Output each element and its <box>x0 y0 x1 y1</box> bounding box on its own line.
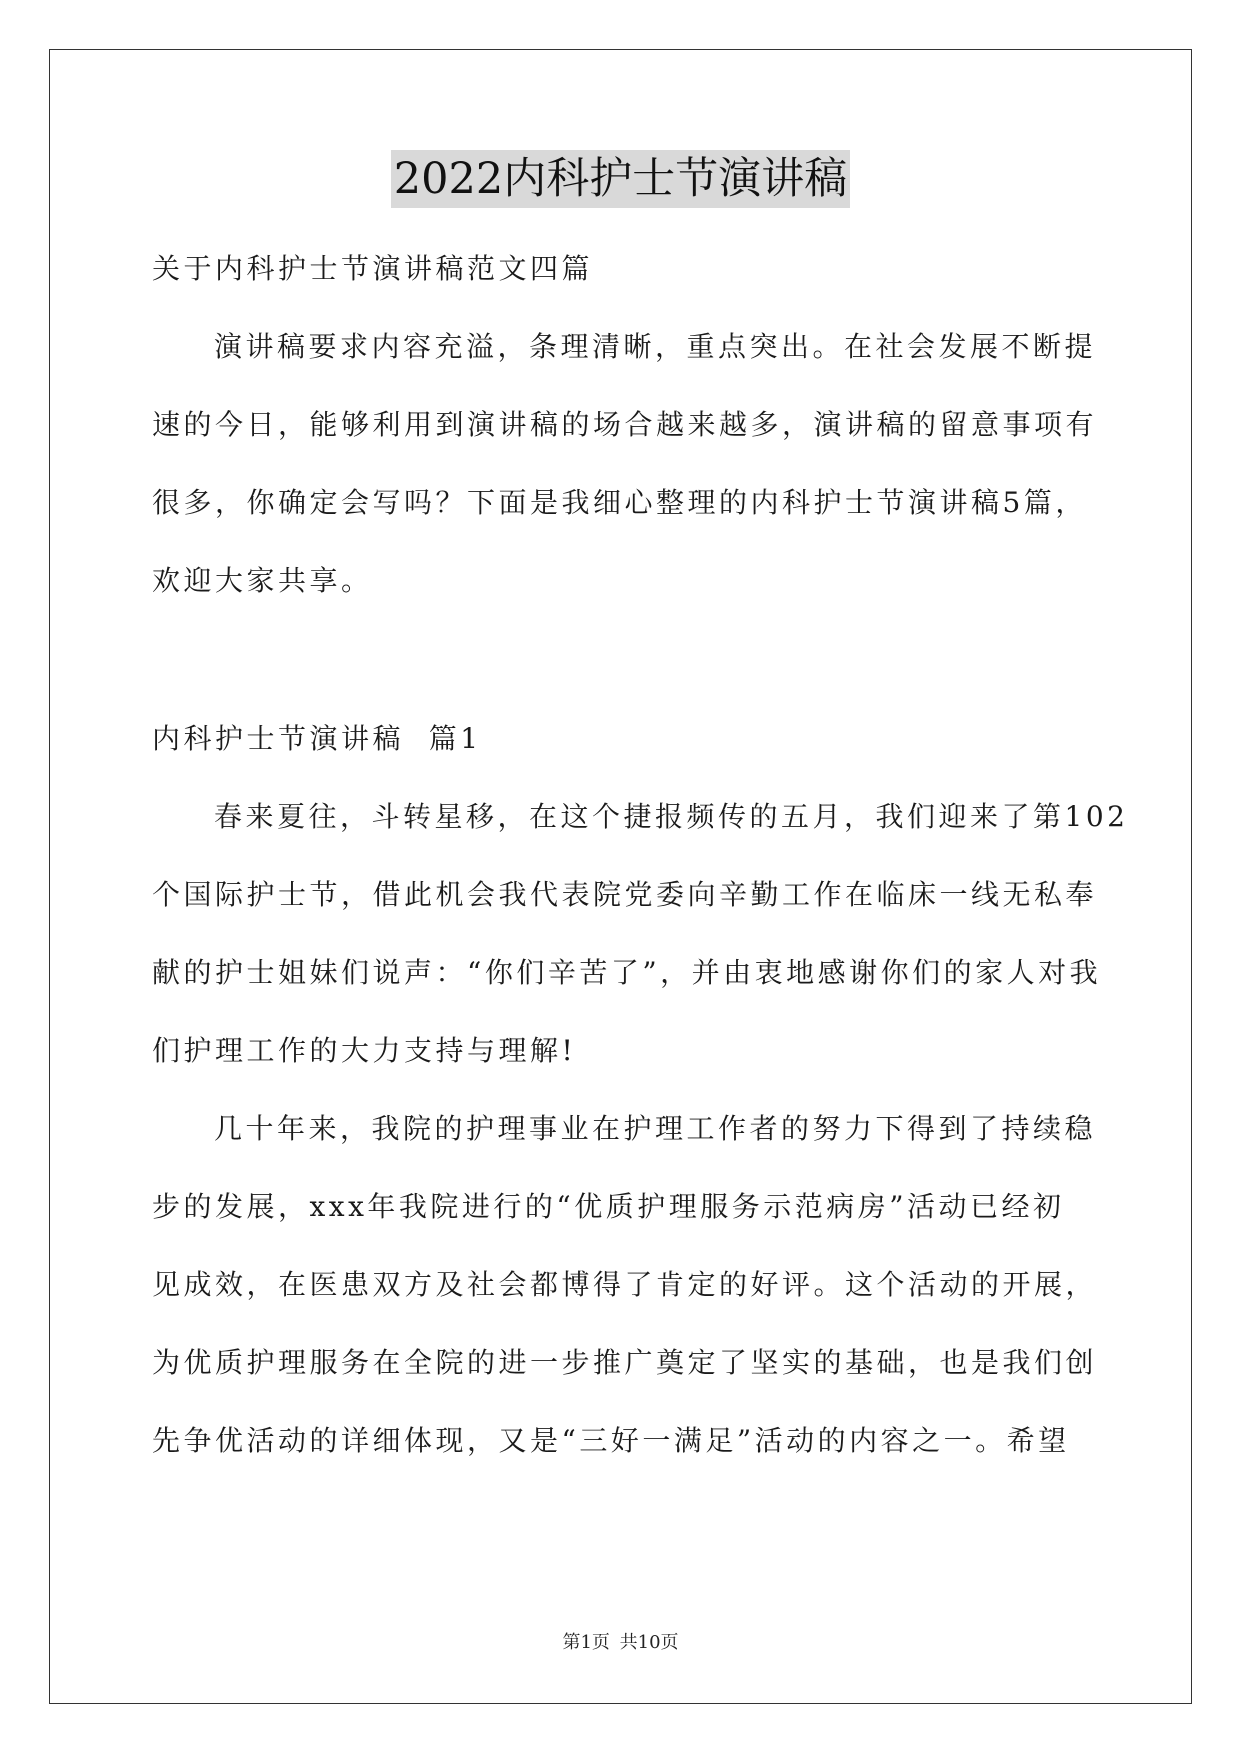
page-footer <box>0 1628 1241 1654</box>
intro-line: 很多，你确定会写吗？下面是我细心整理的内科护士节演讲稿5篇， <box>152 486 1087 519</box>
title-container <box>0 150 1241 208</box>
intro-line: 欢迎大家共享。 <box>152 564 373 597</box>
paragraph-line: 先争优活动的详细体现，又是“三好一满足”活动的内容之一。希望 <box>152 1424 1070 1457</box>
paragraph-line: 几十年来，我院的护理事业在护理工作者的努力下得到了持续稳 <box>214 1112 1097 1145</box>
page-number: 第1页 <box>562 1632 610 1653</box>
paragraph-line: 为优质护理服务在全院的进一步推广奠定了坚实的基础，也是我们创 <box>152 1346 1098 1379</box>
paragraph-line: 个国际护士节，借此机会我代表院党委向辛勤工作在临床一线无私奉 <box>152 878 1098 911</box>
paragraph-line: 春来夏往，斗转星移，在这个捷报频传的五月，我们迎来了第102 <box>214 800 1129 833</box>
section-spacer <box>152 620 1092 700</box>
paragraph-line: 步的发展，xxx年我院进行的“优质护理服务示范病房”活动已经初 <box>152 1190 1065 1223</box>
paragraph-line: 献的护士姐妹们说声：“你们辛苦了”，并由衷地感谢你们的家人对我 <box>152 956 1102 989</box>
document-subtitle: 关于内科护士节演讲稿范文四篇 <box>152 252 594 285</box>
intro-line: 演讲稿要求内容充溢，条理清晰，重点突出。在社会发展不断提 <box>214 330 1097 363</box>
page-total: 共10页 <box>619 1632 679 1653</box>
intro-line: 速的今日，能够利用到演讲稿的场合越来越多，演讲稿的留意事项有 <box>152 408 1098 441</box>
document-body <box>152 230 1129 1480</box>
paragraph-line: 见成效，在医患双方及社会都博得了肯定的好评。这个活动的开展， <box>152 1268 1098 1301</box>
document-title: 2022内科护士节演讲稿 <box>391 150 850 208</box>
section-heading: 内科护士节演讲稿 篇1 <box>152 722 482 755</box>
paragraph-line: 们护理工作的大力支持与理解! <box>152 1034 577 1067</box>
